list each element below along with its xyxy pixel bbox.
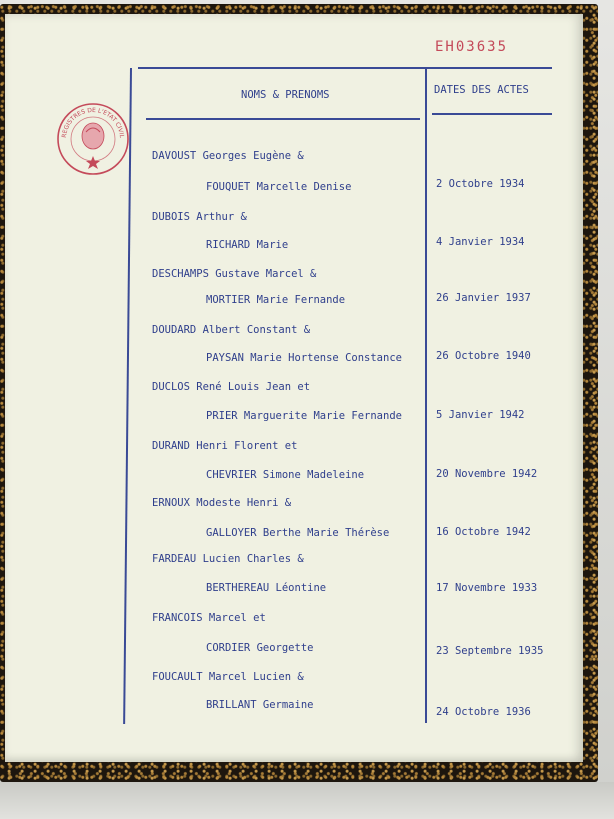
entry-7-line2: GALLOYER Berthe Marie Thérèse <box>206 527 390 539</box>
entry-6-line1: DURAND Henri Florent et <box>152 440 298 452</box>
entry-6-date: 20 Novembre 1942 <box>436 468 538 480</box>
entry-1-line2: FOUQUET Marcelle Denise <box>206 181 352 193</box>
header-underline-dates <box>432 113 552 115</box>
entry-1-date: 2 Octobre 1934 <box>436 178 525 190</box>
entry-9-line1: FRANCOIS Marcel et <box>152 612 266 624</box>
column-divider <box>425 67 427 723</box>
entry-2-line1: DUBOIS Arthur & <box>152 211 247 223</box>
entry-1-line1: DAVOUST Georges Eugène & <box>152 150 304 162</box>
entry-3-line2: MORTIER Marie Fernande <box>206 294 346 306</box>
header-dates: DATES DES ACTES <box>434 84 529 96</box>
entry-4-line1: DOUDARD Albert Constant & <box>152 324 311 336</box>
entry-5-date: 5 Janvier 1942 <box>436 409 525 421</box>
header-underline-names <box>146 118 420 120</box>
stamp-text: REGISTRES DE L'ETAT CIVIL <box>60 106 126 139</box>
entry-3-line1: DESCHAMPS Gustave Marcel & <box>152 268 317 280</box>
entry-8-line1: FARDEAU Lucien Charles & <box>152 553 304 565</box>
entry-5-line1: DUCLOS René Louis Jean et <box>152 381 311 393</box>
entry-8-line2: BERTHEREAU Léontine <box>206 582 327 594</box>
folio-number: EH03635 <box>435 39 509 55</box>
entry-10-line1: FOUCAULT Marcel Lucien & <box>152 671 304 683</box>
entry-9-date: 23 Septembre 1935 <box>436 645 544 657</box>
entry-10-line2: BRILLANT Germaine <box>206 699 314 711</box>
entry-4-date: 26 Octobre 1940 <box>436 350 531 362</box>
header-names: NOMS & PRENOMS <box>241 89 330 101</box>
table-surface <box>0 782 614 819</box>
entry-2-line2: RICHARD Marie <box>206 239 289 251</box>
entry-10-date: 24 Octobre 1936 <box>436 706 531 718</box>
entry-7-date: 16 Octobre 1942 <box>436 526 531 538</box>
entry-8-date: 17 Novembre 1933 <box>436 582 538 594</box>
entry-7-line1: ERNOUX Modeste Henri & <box>152 497 292 509</box>
civil-registry-stamp-icon <box>56 102 130 176</box>
entry-5-line2: PRIER Marguerite Marie Fernande <box>206 410 402 422</box>
entry-9-line2: CORDIER Georgette <box>206 642 314 654</box>
entry-2-date: 4 Janvier 1934 <box>436 236 525 248</box>
top-rule <box>138 67 552 69</box>
entry-6-line2: CHEVRIER Simone Madeleine <box>206 469 365 481</box>
entry-3-date: 26 Janvier 1937 <box>436 292 531 304</box>
entry-4-line2: PAYSAN Marie Hortense Constance <box>206 352 402 364</box>
